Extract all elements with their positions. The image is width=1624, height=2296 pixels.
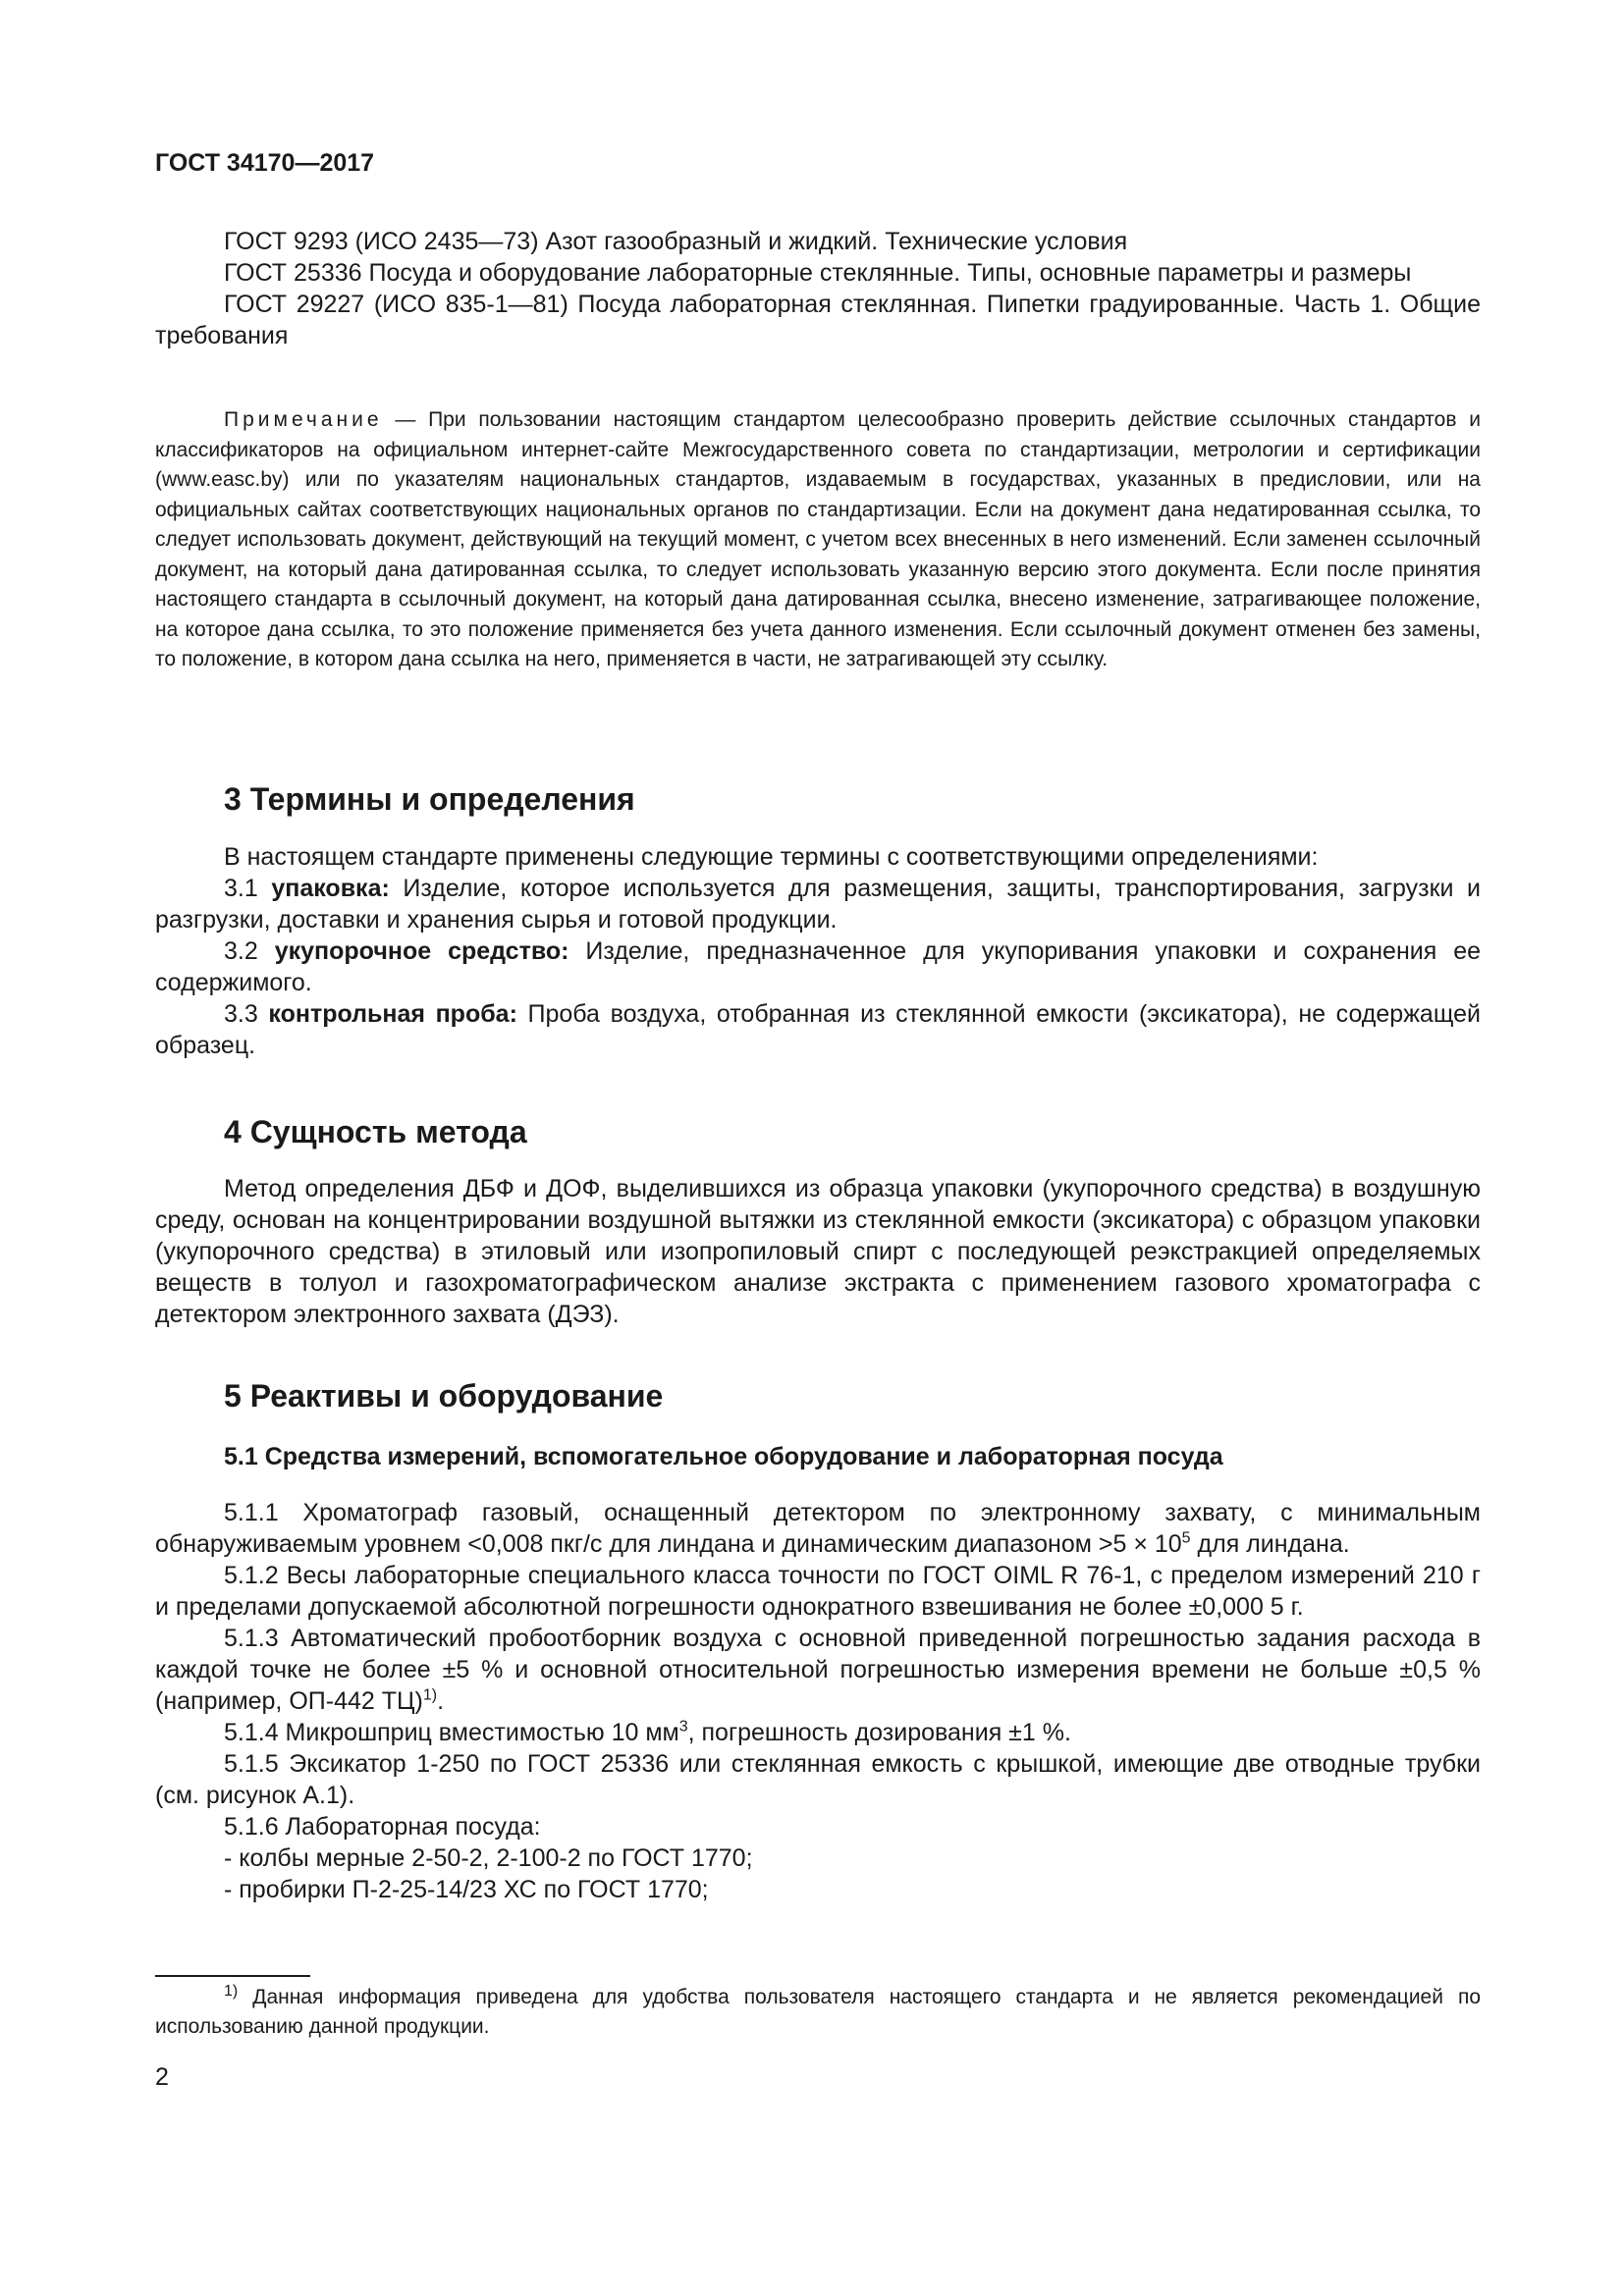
section-3-intro: В настоящем стандарте применены следующие термины с соответствующими определениями: xyxy=(224,843,1319,871)
section-4-body xyxy=(155,1173,1481,1330)
section-5-body xyxy=(155,1497,1481,1905)
item-5-1-5: 5.1.5 Эксикатор 1-250 по ГОСТ 25336 или стеклянная емкость с крышкой, имеющие две отводные трубки (см. рисунок А.1). xyxy=(155,1750,1481,1809)
section-3 xyxy=(155,779,1481,819)
term-definition: Изделие, которое используется для размещения, защиты, транспортирования, загрузки и разгрузки, доставки и хранения сырья и готовой продукции. xyxy=(155,875,1482,934)
note-label: Примечание xyxy=(224,408,383,431)
footnote-ref: 1) xyxy=(422,1686,438,1704)
term-name: контрольная проба: xyxy=(268,1000,517,1028)
footnote xyxy=(155,1983,1481,2042)
item-5-1-3: 5.1.3 Автоматический пробоотборник воздуха с основной приведенной погрешностью задания расхода в каждой точке не более ±5 % и основной относительной погрешностью измерения времени не больше ±0,5 % (например, ОП-442 ТЦ)$^{1)}$. xyxy=(155,1625,1481,1715)
reference-item: ГОСТ 9293 (ИСО 2435—73) Азот газообразный и жидкий. Технические условия xyxy=(224,228,1128,255)
reference-item: ГОСТ 29227 (ИСО 835-1—81) Посуда лабораторная стеклянная. Пипетки градуированные. Часть 1. Общие требования xyxy=(155,291,1481,349)
section-4 xyxy=(155,1112,1481,1151)
footnote-mark: 1) xyxy=(224,1983,239,2000)
item-5-1-4: 5.1.4 Микрошприц вместимостью 10 $мм^3$, погрешность дозирования ±1 %. xyxy=(224,1718,1071,1746)
note-paragraph xyxy=(155,405,1481,675)
section-4-text: Метод определения ДБФ и ДОФ, выделившихся из образца упаковки (укупорочного средства) в воздушную среду, основан на концентрировании воздушной вытяжки из стеклянной емкости (эксикатора) с образцом упаковки (укупорочного средства) в этиловый или изопропиловый спирт с последующей реэкстракцией определяемых веществ в толуол и газохроматографическом анализе экстракта с применением газового хроматографа с детектором электронного захвата (ДЭЗ). xyxy=(155,1175,1481,1328)
term-3-3: 3.3 контрольная проба: Проба воздуха, отобранная из стеклянной емкости (эксикатора), не содержащей образец. xyxy=(155,1000,1481,1059)
section-5 xyxy=(155,1376,1481,1415)
reference-item: ГОСТ 25336 Посуда и оборудование лабораторные стеклянные. Типы, основные параметры и размеры xyxy=(224,259,1412,287)
section-5-title: 5 Реактивы и оборудование xyxy=(224,1378,664,1414)
term-name: упаковка: xyxy=(271,875,390,902)
references-block xyxy=(155,226,1481,351)
section-4-title: 4 Сущность метода xyxy=(224,1114,527,1149)
list-item: - колбы мерные 2-50-2, 2-100-2 по ГОСТ 1770; xyxy=(224,1844,753,1872)
subsection-5-1 xyxy=(155,1441,1481,1472)
term-definition: Проба воздуха, отобранная из стеклянной емкости (эксикатора), не содержащей образец. xyxy=(155,1000,1481,1059)
term-3-1: 3.1 упаковка: Изделие, которое используется для размещения, защиты, транспортирования, загрузки и разгрузки, доставки и хранения сырья и готовой продукции. xyxy=(155,875,1482,934)
footnote-divider xyxy=(155,1975,310,1977)
list-item: - пробирки П-2-25-14/23 ХС по ГОСТ 1770; xyxy=(224,1876,709,1903)
section-3-body xyxy=(155,841,1481,1061)
term-name: укупорочное средство: xyxy=(274,937,569,965)
note-block xyxy=(155,405,1481,675)
document-header: ГОСТ 34170—2017 xyxy=(155,149,375,177)
item-5-1-2: 5.1.2 Весы лабораторные специального класса точности по ГОСТ OIML R 76-1, с пределом измерений 210 г и пределами допускаемой абсолютной погрешности однократного взвешивания не более ±0,000 5 г. xyxy=(155,1562,1481,1621)
item-5-1-1: 5.1.1 Хроматограф газовый, оснащенный детектором по электронному захвату, с минимальным обнаруживаемым уровнем <0,008 пкг/с для линдана и динамическим диапазоном $>5 \times 10^5$ для линдана. xyxy=(155,1499,1481,1558)
term-3-2: 3.2 укупорочное средство: Изделие, предназначенное для укупоривания упаковки и сохранения ее содержимого. xyxy=(155,937,1482,996)
footnote-text: $^{1)}$ Данная информация приведена для удобства пользователя настоящего стандарта и не является рекомендацией по использованию данной продукции. xyxy=(155,1983,1481,2038)
item-5-1-6: 5.1.6 Лабораторная посуда: xyxy=(224,1813,541,1841)
note-text: — При пользовании настоящим стандартом целесообразно проверить действие ссылочных стандартов и классификаторов на официальном интернет-сайте Межгосударственного совета по стандартизации, метрологии и сертификации (www.easc.by) или по указателям национальных стандартов, издаваемым в государствах, указанных в предисловии, или на официальных сайтах соответствующих национальных органов по стандартизации. Если на документ дана недатированная ссылка, то следует использовать документ, действующий на текущий момент, с учетом всех внесенных в него изменений. Если заменен ссылочный документ, на который дана датированная ссылка, то следует использовать указанную версию этого документа. Если после принятия настоящего стандарта в ссылочный документ, на который дана датированная ссылка, внесено изменение, затрагивающее положение, на которое дана ссылка, то это положение применяется без учета данного изменения. Если ссылочный документ отменен без замены, то положение, в котором дана ссылка на него, применяется в части, не затрагивающей эту ссылку. xyxy=(155,408,1481,670)
term-definition: Изделие, предназначенное для укупоривания упаковки и сохранения ее содержимого. xyxy=(155,937,1482,996)
section-3-title: 3 Термины и определения xyxy=(224,781,635,817)
subsection-5-1-title: 5.1 Средства измерений, вспомогательное оборудование и лабораторная посуда xyxy=(224,1443,1223,1470)
page-number: 2 xyxy=(155,2063,169,2091)
